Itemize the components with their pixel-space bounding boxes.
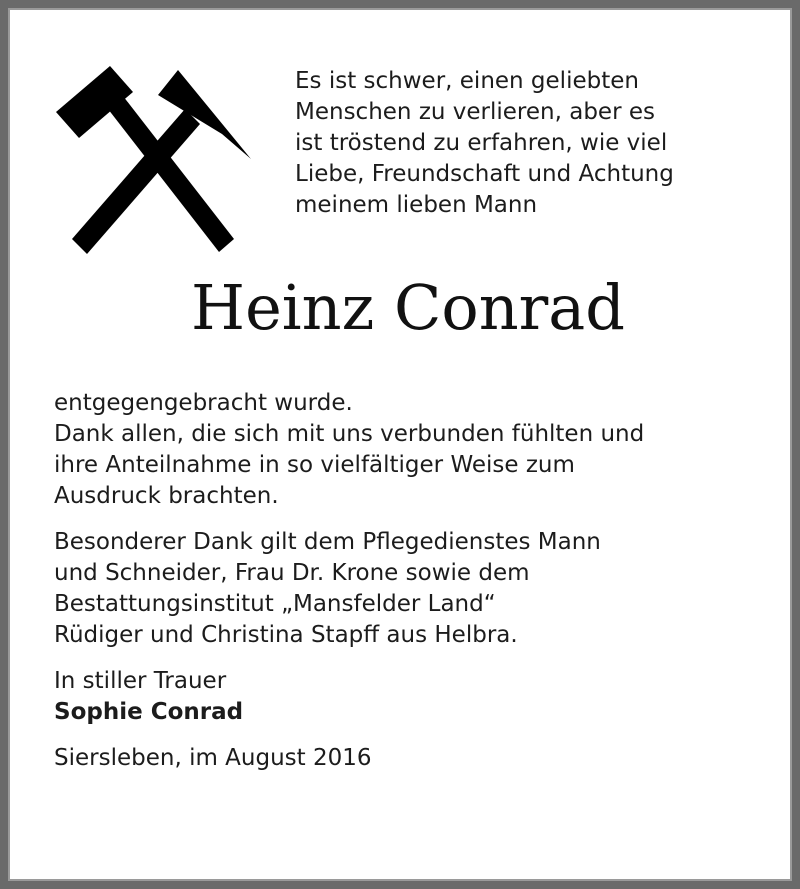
- paragraph-line: und Schneider, Frau Dr. Krone sowie dem: [54, 560, 530, 586]
- paragraph-line: ihre Anteilnahme in so vielfältiger Weise zum: [54, 452, 575, 478]
- paragraph-gap: [54, 651, 774, 666]
- paragraph-line: Bestattungsinstitut „Mansfelder Land“: [54, 591, 496, 617]
- paragraph-line: Besonderer Dank gilt dem Pflegedienstes Mann: [54, 529, 601, 555]
- paragraph-line: Dank allen, die sich mit uns verbunden fühlten und: [54, 421, 645, 447]
- crossed-hammers-icon: [54, 64, 254, 254]
- place-date: Siersleben, im August 2016: [54, 745, 372, 771]
- paragraph-line: entgegengebracht wurde.: [54, 390, 353, 416]
- deceased-name: Heinz Conrad: [191, 271, 625, 344]
- intro-line: meinem lieben Mann: [295, 192, 538, 218]
- paragraph-line: Rüdiger und Christina Stapff aus Helbra.: [54, 622, 518, 648]
- paragraph-gap: [54, 728, 774, 743]
- mourning-phrase: In stiller Trauer: [54, 668, 227, 694]
- body-text: [54, 388, 774, 774]
- paragraph-gap: [54, 512, 774, 527]
- intro-text: [295, 66, 775, 221]
- intro-line: ist tröstend zu erfahren, wie viel: [295, 130, 668, 156]
- signatory-name: Sophie Conrad: [54, 699, 244, 725]
- intro-line: Es ist schwer, einen geliebten: [295, 68, 639, 94]
- intro-line: Menschen zu verlieren, aber es: [295, 99, 655, 125]
- paragraph-line: Ausdruck brachten.: [54, 483, 279, 509]
- intro-line: Liebe, Freundschaft und Achtung: [295, 161, 674, 187]
